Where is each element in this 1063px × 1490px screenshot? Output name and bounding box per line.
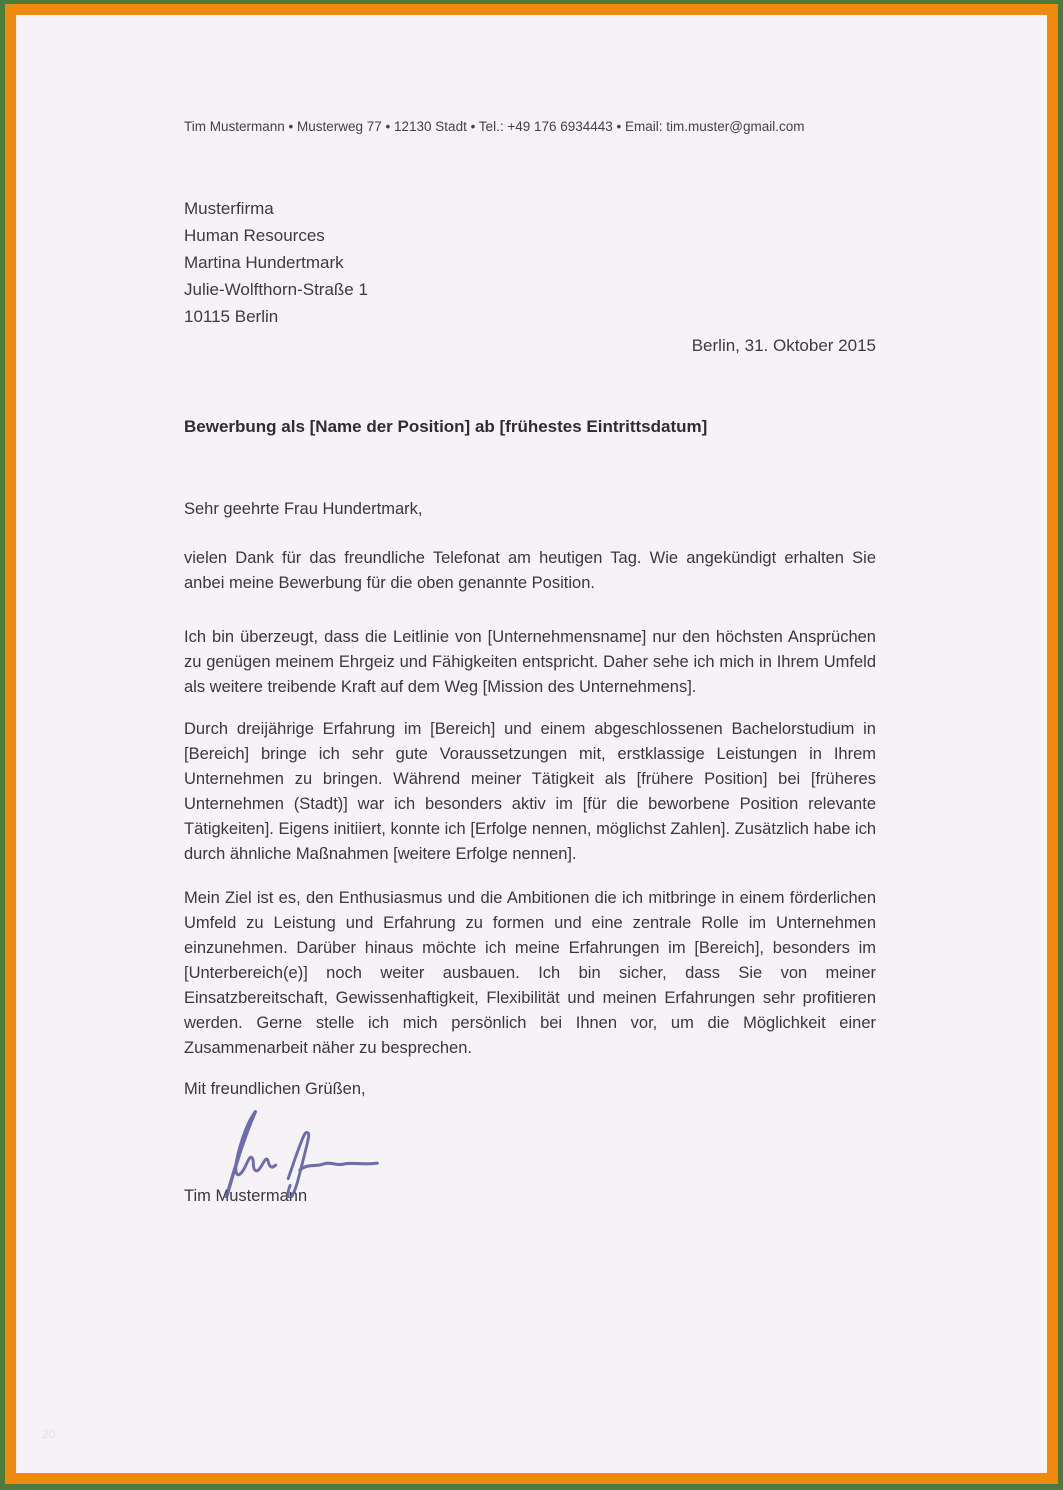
salutation: Sehr geehrte Frau Hundertmark, [184, 500, 423, 518]
paragraph-goals: Mein Ziel ist es, den Enthusiasmus und die Ambitionen die ich mitbringe in einem förderlichen Umfeld zu Leistung und Erfahrung zu formen und eine zentrale Rolle im Unternehmen einzunehmen. Darüber hinaus möchte ich meine Erfahrungen im [Bereich], besonders im [Unterbereich(e)] noch weiter ausbauen. Ich bin sicher, dass Sie von meiner Einsatzbereitschaft, Gewissenhaftigkeit, Flexibilität und meinen Erfahrungen sehr profitieren werden. Gerne stelle ich mich persönlich bei Ihnen vor, um die Möglichkeit einer Zusammenarbeit näher zu besprechen. [184, 889, 876, 1057]
page-number-watermark: 20 [42, 1427, 56, 1441]
letter-page [16, 15, 1047, 1473]
recipient-address-block [184, 195, 876, 330]
paragraph-motivation: Ich bin überzeugt, dass die Leitlinie von [Unternehmensname] nur den höchsten Ansprüchen zu genügen meinem Ehrgeiz und Fähigkeiten entspricht. Daher sehe ich mich in Ihrem Umfeld als weitere treibende Kraft auf dem Weg [Mission des Unternehmens]. [184, 628, 876, 696]
date-line: Berlin, 31. Oktober 2015 [691, 336, 876, 355]
recipient-contact-person: Martina Hundertmark [184, 253, 344, 272]
recipient-company: Musterfirma [184, 199, 274, 218]
recipient-department: Human Resources [184, 226, 325, 245]
recipient-city: 10115 Berlin [184, 307, 279, 326]
signature-icon [190, 1106, 400, 1198]
closing-line: Mit freundlichen Grüßen, [184, 1080, 366, 1098]
handwritten-signature [190, 1106, 400, 1198]
sender-contact-line: Tim Mustermann • Musterweg 77 • 12130 Stadt • Tel.: +49 176 6934443 • Email: tim.muster@gmail.com [184, 119, 805, 134]
letter-content [184, 15, 876, 1209]
decorative-border-orange [5, 4, 1058, 1484]
paragraph-intro: vielen Dank für das freundliche Telefonat am heutigen Tag. Wie angekündigt erhalten Sie anbei meine Bewerbung für die oben genannte Position. [184, 549, 876, 592]
subject-line: Bewerbung als [Name der Position] ab [frühestes Eintrittsdatum] [184, 417, 708, 436]
paragraph-experience: Durch dreijährige Erfahrung im [Bereich] und einem abgeschlossenen Bachelorstudium in [Bereich] bringe ich sehr gute Voraussetzungen mit, erstklassige Leistungen in Ihrem Unternehmen zu bringen. Während meiner Tätigkeit als [frühere Position] bei [früheres Unternehmen (Stadt)] war ich besonders aktiv im [für die beworbene Position relevante Tätigkeiten]. Eigens initiiert, konnte ich [Erfolge nennen, möglichst Zahlen]. Zusätzlich habe ich durch ähnliche Maßnahmen [weitere Erfolge nennen]. [184, 720, 876, 863]
recipient-street: Julie-Wolfthorn-Straße 1 [184, 280, 368, 299]
signer-name: Tim Mustermann [184, 1187, 308, 1205]
